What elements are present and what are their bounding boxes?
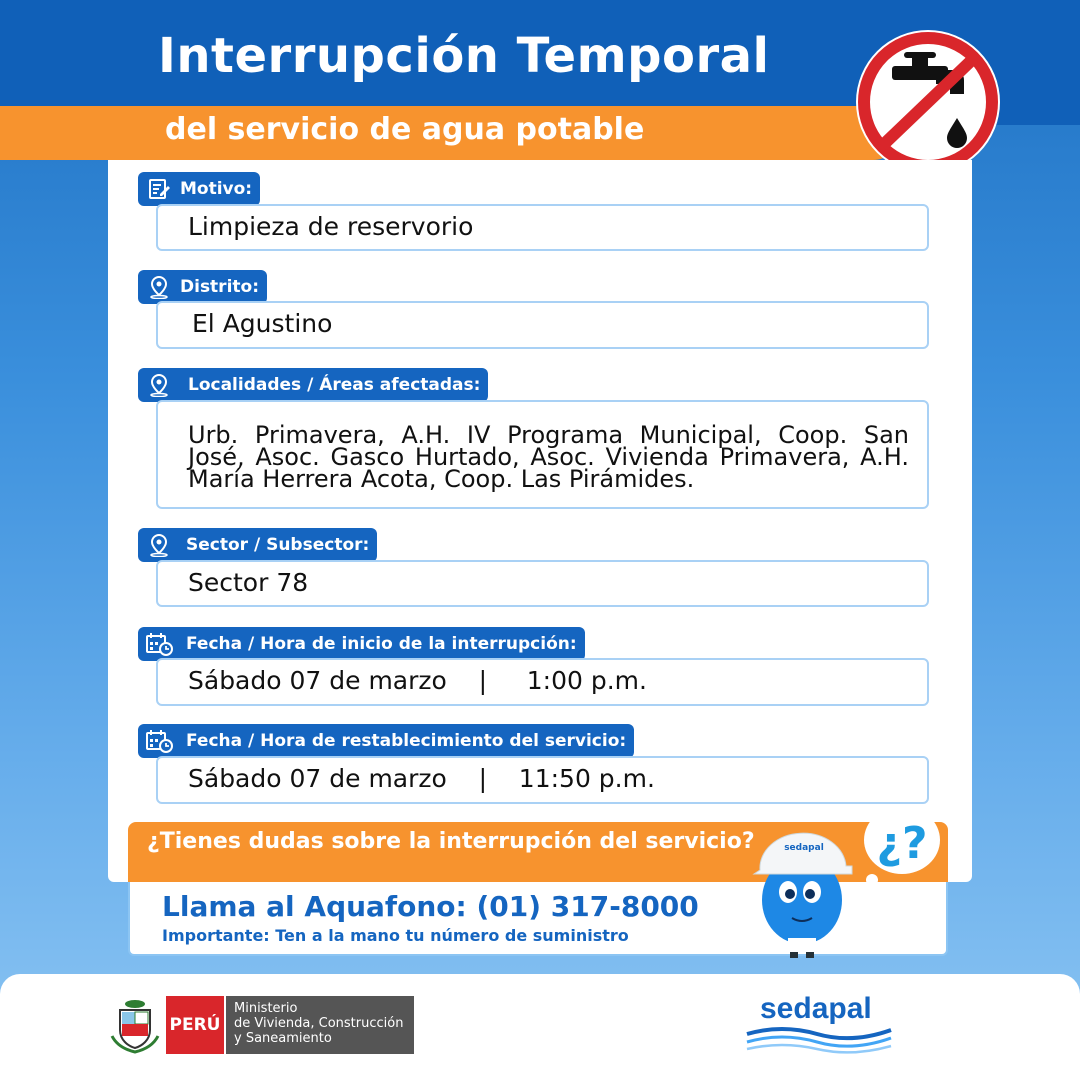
distrito-label: Distrito:	[138, 270, 267, 304]
localidades-label: Localidades / Áreas afectadas:	[138, 368, 488, 402]
calendar-clock-icon	[144, 728, 174, 754]
sector-field: Sector 78	[156, 560, 929, 607]
aquafono-phone[interactable]: Llama al Aquafono: (01) 317-8000	[162, 890, 699, 923]
no-water-tap-icon	[852, 26, 1004, 178]
calendar-clock-icon	[144, 631, 174, 657]
notepad-icon	[144, 176, 174, 202]
helmet-text: sedapal	[784, 843, 824, 853]
inicio-field: Sábado 07 de marzo | 1:00 p.m.	[156, 658, 929, 706]
restablecimiento-field: Sábado 07 de marzo | 11:50 p.m.	[156, 756, 929, 804]
question-text: ¿Tienes dudas sobre la interrupción del servicio?	[147, 829, 755, 854]
ministerio-label: Ministerio de Vivienda, Construcción y Saneamiento	[224, 996, 414, 1054]
restablecimiento-label: Fecha / Hora de restablecimiento del servicio:	[138, 724, 634, 758]
location-pin-icon	[144, 274, 174, 300]
distrito-field: El Agustino	[156, 301, 929, 349]
government-logo	[110, 996, 414, 1054]
localidades-field: Urb. Primavera, A.H. IV Programa Municipal, Coop. San José, Asoc. Gasco Hurtado, Asoc. Vivienda Primavera, A.H. María Herrera Acota, Coop. Las Pirámides.	[156, 400, 929, 509]
bubble-text: ¿?	[876, 818, 928, 869]
page-subtitle: del servicio de agua potable	[165, 112, 645, 147]
motivo-field: Limpieza de reservorio	[156, 204, 929, 251]
sector-label: Sector / Subsector:	[138, 528, 377, 562]
important-note: Importante: Ten a la mano tu número de suministro	[162, 926, 629, 945]
sedapal-brand: sedapal	[760, 992, 872, 1025]
page-title: Interrupción Temporal	[158, 28, 770, 84]
location-pin-icon	[144, 372, 174, 398]
location-pin-icon	[144, 532, 174, 558]
mascot-drop-icon	[752, 800, 952, 960]
peru-coat-of-arms-icon	[110, 996, 160, 1054]
motivo-label: Motivo:	[138, 172, 260, 206]
peru-badge: PERÚ	[166, 996, 224, 1054]
inicio-label: Fecha / Hora de inicio de la interrupción:	[138, 627, 585, 661]
